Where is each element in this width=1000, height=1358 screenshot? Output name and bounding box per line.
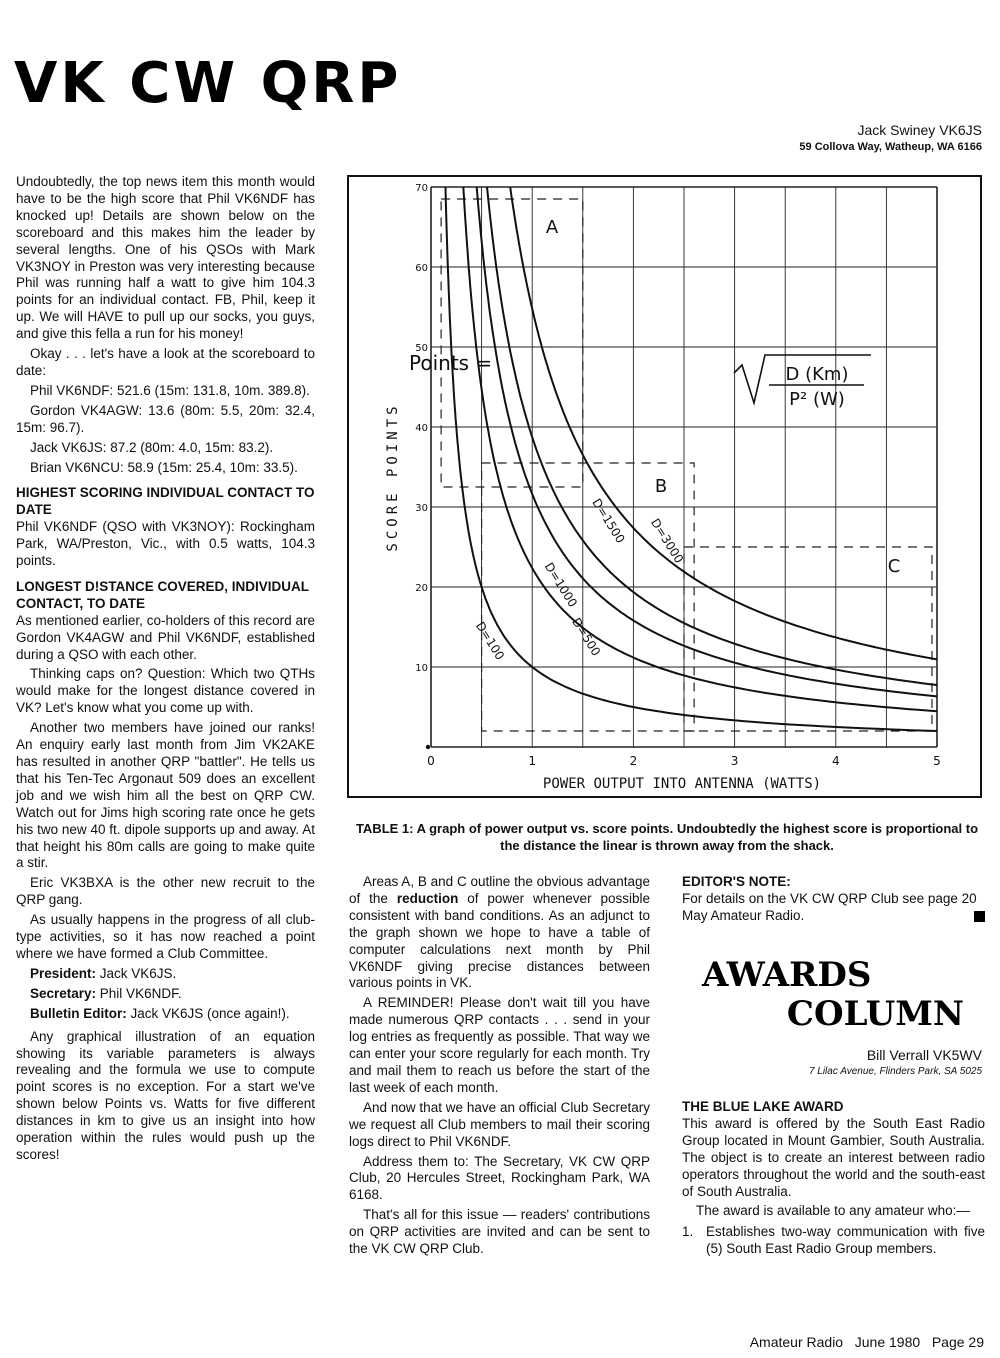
y-tick-label: 60 [415, 263, 428, 274]
editor-note-text [682, 891, 985, 925]
area-b-label: B [654, 476, 668, 497]
section-heading: HIGHEST SCORING INDIVIDUAL CONTACT TO DATE [16, 485, 315, 518]
award-heading: THE BLUE LAKE AWARD [682, 1099, 844, 1114]
score-entry: Gordon VK4AGW: 13.6 (80m: 5.5, 20m: 32.4, 15m: 96.7). [16, 402, 315, 435]
awards-column-title [702, 955, 964, 1034]
list-number: 1. [682, 1224, 694, 1240]
score-entry: Jack VK6JS: 87.2 (80m: 4.0, 15m: 83.2). [30, 439, 274, 455]
paragraph: A REMINDER! Please don't wait till you have made numerous QRP contacts . . . send in your log entries as frequently as possible. That way we can enter your score regularly for each month. Try and mail them to reach us before the start of the last week of each month. [349, 995, 650, 1095]
paragraph: Thinking caps on? Question: Which two QTHs would make for the longest distance covered in VK? Let's know what you come up with. [16, 666, 315, 716]
figure-caption: TABLE 1: A graph of power output vs. score points. Undoubtedly the highest score is proportional to the distance the linear is thrown away from the shack. [355, 821, 979, 853]
y-tick-label: 40 [415, 423, 428, 434]
chart-curves [446, 187, 938, 731]
text-run: Areas A, B and C outline the obvious advantage of the [349, 874, 650, 906]
page-footer: Amateur Radio June 1980 Page 29 [749, 1334, 984, 1350]
x-tick-label: 4 [831, 754, 840, 768]
role-label: Bulletin Editor: [30, 1005, 127, 1021]
awards-body [682, 1099, 985, 1258]
author-address: 59 Collova Way, Watheup, WA 6166 [799, 141, 982, 153]
formula-numerator: D (Km) [785, 364, 849, 385]
score-entry: Phil VK6NDF: 521.6 (15m: 131.8, 10m. 389.8). [30, 382, 310, 398]
column-left [16, 174, 315, 1167]
column-right [682, 874, 985, 928]
paragraph: And now that we have an official Club Secretary we request all Club members to mail their scoring logs direct to Phil VK6NDF. [349, 1099, 650, 1149]
x-tick-label: 0 [427, 754, 435, 768]
formula-points: Points = [409, 351, 493, 375]
section-heading: LONGEST D!STANCE COVERED, INDIVIDUAL CONTACT, TO DATE [16, 578, 309, 611]
paragraph: Eric VK3BXA is the other new recruit to the QRP gang. [16, 875, 315, 908]
x-tick-label: 5 [933, 754, 941, 768]
committee-president [16, 966, 315, 983]
paragraph: As mentioned earlier, co-holders of this record are Gordon VK4AGW and Phil VK6NDF, established during a QSO with each other. [16, 612, 315, 662]
committee-editor [16, 1006, 315, 1023]
score-entry: Brian VK6NCU: 58.9 (15m: 25.4, 10m: 33.5). [30, 459, 298, 475]
awards-author: Bill Verrall VK5WV [866, 1047, 982, 1063]
column-middle [349, 874, 650, 1261]
paragraph: As usually happens in the progress of all club-type activities, so it has now reached a point where we have formed a Club Committee. [16, 912, 315, 961]
series-label: D=3000 [648, 516, 687, 566]
points-vs-power-chart [349, 177, 980, 796]
role-holder: Phil VK6NDF. [96, 985, 182, 1001]
area-b-outline [482, 463, 695, 731]
paragraph: That's all for this issue — readers' contributions on QRP activities are invited and can be sent to the VK CW QRP Club. [349, 1207, 650, 1257]
area-a-outline [441, 199, 583, 487]
role-label: President: [30, 965, 97, 981]
role-holder: Jack VK6JS. [96, 965, 177, 981]
x-tick-label: 3 [730, 754, 739, 768]
x-axis-label: POWER OUTPUT INTO ANTENNA (WATTS) [542, 776, 822, 792]
intro-paragraph: Undoubtedly, the top news item this month would have to be the high score that Phil VK6NDF has knocked up! Details are shown below on the scoreboard and this makes him the leader by several lengths. One of his QSOs with Mark VK3NOY in Preston was very interesting because Phil was running half a watt to give him 104.3 points for an individual contact. FB, Phil, keep it up. We will HAVE to pull up our socks, you guys, and give this fella a run for his money! [16, 174, 315, 342]
list-text: Establishes two-way communication with five (5) South East Radio Group members. [706, 1224, 985, 1257]
y-axis-label [385, 402, 401, 551]
awards-word: AWARDS [702, 955, 872, 995]
paragraph: Any graphical illustration of an equation showing its variable parameters is always revealing and the formula we use to compute point scores is no exception. For a start we've shown below Points vs. Watts for five different distances in km to give us an insight into how operation within the rules would push up the scores! [16, 1028, 315, 1162]
emphasis: reduction [396, 890, 459, 906]
paragraph [349, 874, 650, 992]
end-mark-icon [974, 911, 985, 922]
column-word: COLUMN [786, 994, 964, 1034]
list-item [682, 1224, 985, 1258]
y-tick-label: 10 [415, 663, 428, 674]
series-label: D=1500 [589, 496, 628, 546]
y-tick-label: 50 [415, 343, 428, 354]
y-axis-label-text: SCORE POINTS [385, 402, 401, 552]
curve-d1500 [487, 187, 937, 685]
paragraph: Another two members have joined our ranks! An enquiry early last month from Jim VK2AKE has resulted in another QRP "battler". He tells us that his Ten-Tec Argonaut 509 does an excellent job and we wish him all the best on QRP CW. Watch out for Jims high scoring rate once he gets his two new 40 ft. dipole supports up and away. At that height his 80m calls are going to make quite a stir. [16, 720, 315, 871]
x-tick-label: 1 [528, 754, 537, 768]
formula-denominator: P² (W) [789, 389, 845, 410]
role-label: Secretary: [30, 985, 97, 1001]
area-a-label: A [545, 217, 559, 238]
paragraph: This award is offered by the South East Radio Group located in Mount Gambier, South Australia. The object is to create an interest between radio operators throughout the world and the south-east of South Australia. [682, 1115, 985, 1199]
x-tick-label: 2 [629, 754, 638, 768]
committee-secretary [16, 986, 315, 1003]
role-holder: Jack VK6JS (once again!). [126, 1005, 290, 1021]
article-title: VK CW QRP [14, 51, 402, 116]
curve-d3000 [510, 187, 937, 659]
paragraph: Phil VK6NDF (QSO with VK3NOY): Rockingham Park, WA/Preston, Vic., with 0.5 watts, 104.3 points. [16, 519, 315, 569]
awards-address: 7 Lilac Avenue, Flinders Park, SA 5025 [808, 1066, 982, 1077]
chart-grid [431, 187, 937, 747]
scoreboard-intro: Okay . . . let's have a look at the scoreboard to date: [16, 346, 315, 378]
text-run: of power whenever possible consistent with band conditions. As an adjunct to the graph shown we hope to have a table of computer calculations next month by Phil VK6NDF giving precise distances between various points in VK. [349, 890, 650, 991]
series-label: D=500 [569, 615, 604, 659]
author-name: Jack Swiney VK6JS [857, 122, 982, 138]
y-tick-label: 20 [415, 583, 428, 594]
awards-byline [809, 1046, 982, 1080]
paragraph: The award is available to any amateur who:— [696, 1203, 970, 1219]
curve-d1000 [477, 187, 937, 696]
area-c-label: C [887, 556, 901, 577]
series-label: D=100 [472, 619, 508, 663]
author-byline [799, 121, 982, 155]
chart-ticks [415, 183, 941, 768]
curve-d500 [463, 187, 937, 711]
origin-dot [426, 745, 430, 749]
y-tick-label: 30 [415, 503, 428, 514]
paragraph: Address them to: The Secretary, VK CW QRP Club, 20 Hercules Street, Rockingham Park, WA 6168. [349, 1153, 650, 1203]
series-label: D=1000 [541, 560, 581, 610]
y-tick-label: 70 [415, 183, 428, 194]
editor-note-heading: EDITOR'S NOTE: [682, 874, 791, 889]
editor-note-body: For details on the VK CW QRP Club see page 20 May Amateur Radio. [682, 890, 977, 923]
